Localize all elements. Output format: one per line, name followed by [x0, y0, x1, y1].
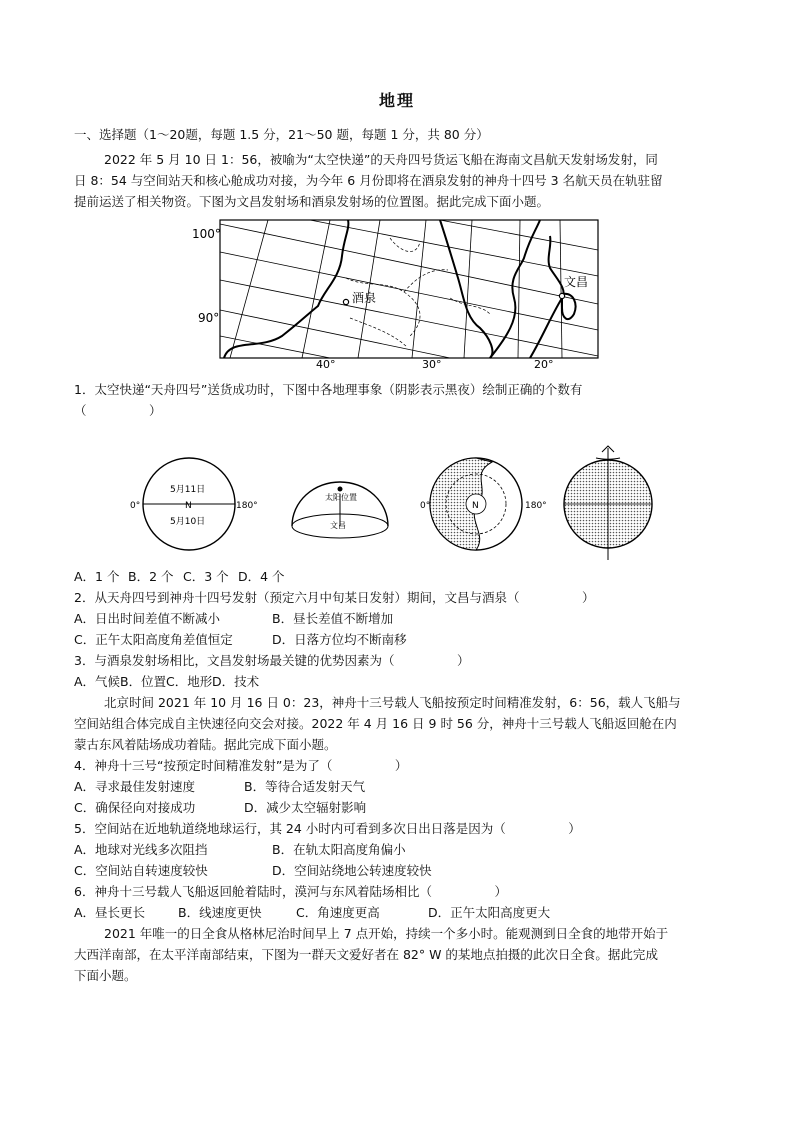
q1-blank: （ ） — [74, 403, 162, 418]
passage3-line1: 2021 年唯一的日全食从格林尼治时间早上 7 点开始，持续一个多小时。能观测到日全食的地带开始于 — [104, 926, 669, 941]
fig3-right-label: 180° — [525, 501, 547, 511]
q3-option-c[interactable]: C．地形 — [166, 674, 213, 689]
q1-option-d[interactable]: D．4 个 — [238, 569, 285, 584]
fig1-top-date: 5月11日 — [170, 485, 206, 495]
passage1-line3: 提前运送了相关物资。下图为文昌发射场和酒泉发射场的位置图。据此完成下面小题。 — [74, 194, 550, 209]
fig3-left-label: 0° — [420, 501, 431, 511]
passage1-line2: 日 8：54 与空间站天和核心舱成功对接，为今年 6 月份即将在酒泉发射的神舟十四号 3 名航天员在轨驻留 — [74, 173, 663, 188]
passage3-line2: 大西洋南部，在太平洋南部结束，下图为一群天文爱好者在 82° W 的某地点拍摄的此次日全食。据此完成 — [74, 947, 658, 962]
figure-sun-dome — [292, 482, 388, 538]
q4-option-a[interactable]: A．寻求最佳发射速度 — [74, 779, 196, 794]
q6-option-b[interactable]: B．线速度更快 — [178, 905, 262, 920]
q1-option-b[interactable]: B．2 个 — [128, 569, 174, 584]
passage2-line1: 北京时间 2021 年 10 月 16 日 0：23，神舟十三号载人飞船按预定时间精准发射，6：56，载人飞船与 — [104, 695, 681, 710]
q2-option-a[interactable]: A．日出时间差值不断减小 — [74, 611, 221, 626]
q1-stem: 1．太空快递“天舟四号”送货成功时，下图中各地理事象（阴影表示黑夜）绘制正确的个数有 — [74, 382, 583, 397]
passage2-line3: 蒙古东风着陆场成功着陆。据此完成下面小题。 — [74, 737, 337, 752]
q5-option-d[interactable]: D．空间站绕地公转速度较快 — [272, 863, 432, 878]
q5-option-c[interactable]: C．空间站自转速度较快 — [74, 863, 208, 878]
q5-option-a[interactable]: A．地球对光线多次阻挡 — [74, 842, 208, 857]
map-lat-100: 100° — [192, 227, 221, 241]
passage3-line3: 下面小题。 — [74, 968, 137, 983]
figure-date-circle — [130, 458, 258, 550]
q3-option-b[interactable]: B．位置 — [120, 674, 167, 689]
page-title: 地理 — [378, 91, 415, 110]
figure-globe-tilted — [564, 446, 652, 560]
q6-option-d[interactable]: D．正午太阳高度更大 — [428, 905, 551, 920]
map-lat-90: 90° — [198, 311, 220, 325]
map-label-wenchang: 文昌 — [564, 275, 589, 289]
q2-option-d[interactable]: D．日落方位均不断南移 — [272, 632, 407, 647]
passage1-line1: 2022 年 5 月 10 日 1：56，被喻为“太空快递”的天舟四号货运飞船在海南文昌航天发射场发射，同 — [104, 152, 658, 167]
map-lon-40: 40° — [316, 358, 336, 368]
q3-option-a[interactable]: A．气候 — [74, 674, 121, 689]
q5-option-b[interactable]: B．在轨太阳高度角偏小 — [272, 842, 406, 857]
fig3-center: N — [472, 501, 479, 511]
map-lon-30: 30° — [422, 358, 442, 368]
fig1-bottom-date: 5月10日 — [170, 517, 206, 527]
q4-option-c[interactable]: C．确保径向对接成功 — [74, 800, 196, 815]
map-lon-20: 20° — [534, 358, 554, 368]
q3-option-d[interactable]: D．技术 — [212, 674, 260, 689]
section-header: 一、选择题（1～20题，每题 1.5 分，21～50 题，每题 1 分，共 80 分） — [74, 127, 489, 142]
q1-option-c[interactable]: C．3 个 — [183, 569, 229, 584]
passage2-line2: 空间站组合体完成自主快速径向交会对接。2022 年 4 月 16 日 9 时 56 分，神舟十三号载人飞船返回舱在内 — [74, 716, 677, 731]
q1-option-a[interactable]: A．1 个 — [74, 569, 120, 584]
q5-stem: 5．空间站在近地轨道绕地球运行，其 24 小时内可看到多次日出日落是因为（ ） — [74, 821, 581, 836]
map-label-jiuquan: 酒泉 — [352, 291, 377, 305]
q4-stem: 4．神舟十三号“按预定时间精准发射”是为了（ ） — [74, 758, 408, 773]
figure-polar-shade — [420, 458, 547, 550]
fig1-right-label: 180° — [236, 501, 258, 511]
fig1-center: N — [185, 501, 192, 511]
fig2-sun-label: 太阳位置 — [325, 493, 357, 502]
q3-stem: 3．与酒泉发射场相比，文昌发射场最关键的优势因素为（ ） — [74, 653, 470, 668]
q2-option-b[interactable]: B．昼长差值不断增加 — [272, 611, 394, 626]
q4-option-b[interactable]: B．等待合适发射天气 — [244, 779, 366, 794]
fig2-place-label: 文昌 — [330, 521, 346, 530]
q6-option-a[interactable]: A．昼长更长 — [74, 905, 146, 920]
q6-option-c[interactable]: C．角速度更高 — [296, 905, 380, 920]
q2-option-c[interactable]: C．正午太阳高度角差值恒定 — [74, 632, 233, 647]
q4-option-d[interactable]: D．减少太空辐射影响 — [244, 800, 367, 815]
launch-site-map — [190, 218, 608, 368]
q1-figures — [126, 444, 666, 564]
q6-stem: 6．神舟十三号载人飞船返回舱着陆时，漠河与东风着陆场相比（ ） — [74, 884, 507, 899]
q2-stem: 2．从天舟四号到神舟十四号发射（预定六月中旬某日发射）期间，文昌与酒泉（ ） — [74, 590, 595, 605]
fig1-left-label: 0° — [130, 501, 141, 511]
